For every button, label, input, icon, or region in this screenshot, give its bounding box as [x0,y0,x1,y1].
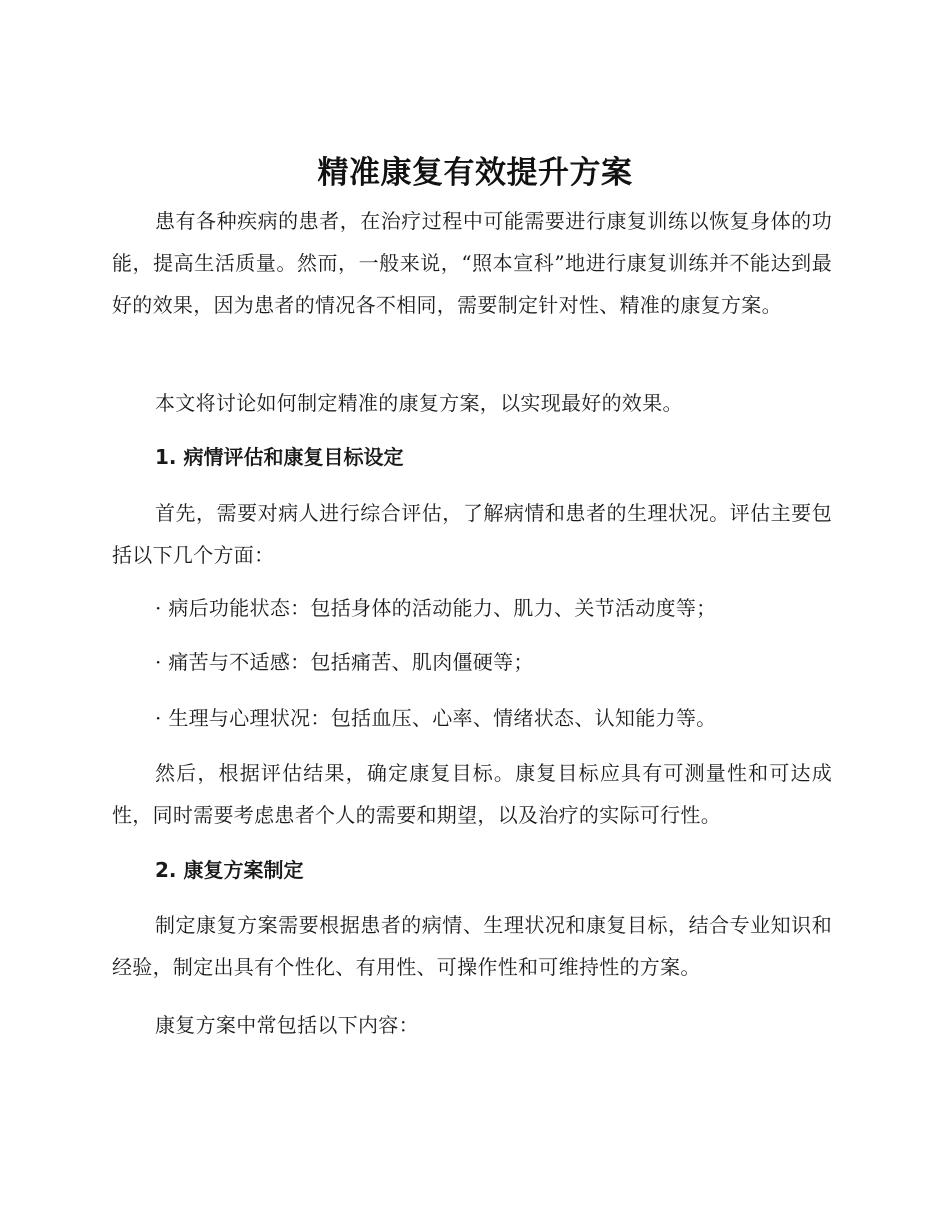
section2-paragraph: 制定康复方案需要根据患者的病情、生理状况和康复目标，结合专业知识和经验，制定出具有个性化、有用性、可操作性和可维持性的方案。 [112,913,832,979]
bullet-item: · 痛苦与不适感：包括痛苦、肌肉僵硬等； [155,650,534,674]
bullet-item: · 生理与心理状况：包括血压、心率、情绪状态、认知能力等。 [155,706,717,730]
goal-paragraph: 然后，根据评估结果，确定康复目标。康复目标应具有可测量性和可达成性，同时需要考虑患者个人的需要和期望，以及治疗的实际可行性。 [112,761,832,827]
section1-paragraph: 首先，需要对病人进行综合评估，了解病情和患者的生理状况。评估主要包括以下几个方面： [112,501,832,567]
intro-paragraph: 患有各种疾病的患者，在治疗过程中可能需要进行康复训练以恢复身体的功能，提高生活质量。然而，一般来说，“照本宣科”地进行康复训练并不能达到最好的效果，因为患者的情况各不相同，需要制定针对性、精准的康复方案。 [112,209,832,317]
section1-heading: 1. 病情评估和康复目标设定 [155,445,404,469]
document-title: 精准康复有效提升方案 [317,155,633,191]
content-line: 康复方案中常包括以下内容： [155,1013,419,1037]
bullet-item: · 病后功能状态：包括身体的活动能力、肌力、关节活动度等； [155,596,717,620]
section2-heading: 2. 康复方案制定 [155,858,304,882]
purpose-line: 本文将讨论如何制定精准的康复方案，以实现最好的效果。 [155,391,683,415]
